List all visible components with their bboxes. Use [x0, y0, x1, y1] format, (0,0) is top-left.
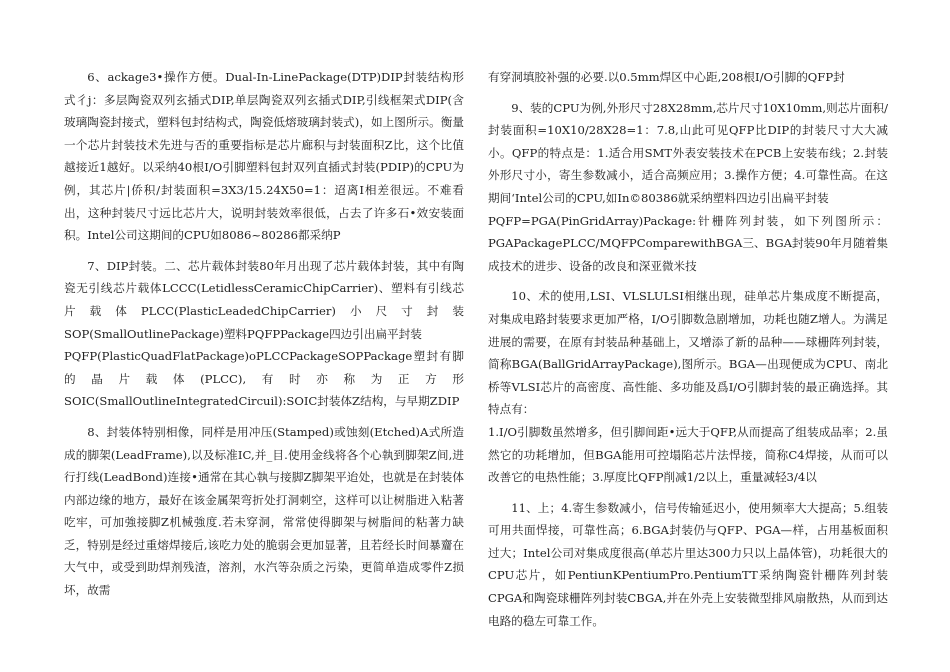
right-column: [488, 66, 888, 632]
paragraph-bga-features: 1.I/O引脚数虽然增多，但引脚间距•远大于QFP,从而提高了组装成品率；2.虽然它的功耗增加，但BGA能用可控塌陷芯片法悍接，简称C4焊接，从而可以改善它的电热性能；3.厚度比QFP削减1/2以上，重量减轻3/4以: [488, 424, 888, 485]
paragraph-7: 7、DIP封装。二、芯片载体封装80年月出现了芯片载体封装，其中有陶瓷无引线芯片载体LCCC(LetidlessCeramicChipCarrier)、塑料有引线芯片载体PLCC(PlasticLeadedChipCarrier)小尺寸封装SOP(SmallOutlinePackage)塑料PQFPPackage四边引出扁平封装: [64, 258, 464, 341]
left-column: [64, 66, 464, 602]
paragraph-8: 8、封装体特别相像，同样是用冲压(Stamped)或蚀刻(Etched)A式所造成的脚架(LeadFrame),以及标准IC,并_目.使用金线将各个心執到脚架Z间,进行打线(LeadBond)连接•通常在其心執与接脚Z脚架平迨处，也就是在封装体内部边缘的地方，最好在该金属架弯折处打洞刺空，这样可以让树脂进入粘著吃牢，可加強接脚Z机械強度.若未穿洞，常常使得脚架与树脂间的粘著力缺乏，特别是经过重熔焊接后,该吃力处的脆弱会更加显著，且若经长时间暴齏在大气中，或受到助焊剂残渣，溶剂，水汽等杂质之污染，更简单造成零件Z损坏，故需: [64, 424, 464, 598]
paragraph-pga: PQFP=PGA(PinGridArray)Package:针栅阵列封装，如下列图所示：PGAPackagePLCC/MQFPComparewithBGA三、BGA封装90年月随着集成技术的进步、设备的改良和深亚微米技: [488, 213, 888, 273]
paragraph-10: 10、术的使用,LSI、VLSLULSI相继出现，硅单芯片集成度不断提高，对集成电路封装要求更加严格，I/O引脚数急剧增加，功耗也随Z增人。为满足进展的需要，在原有封装品种基础上，又增添了新的品种——球栅阵列封装，简称BGA(BallGridArrayPackage),图所示。BGA—出现便成为CPU、南北桥等VLSI芯片的高密度、高性能、多功能及爲I/O引脚封装的最正确选择。其特点有：: [488, 289, 888, 417]
paragraph-continued: 有穿洞填胶补强的必要.以0.5mm焊区中心距,208根I/O引脚的QFP封: [488, 70, 845, 84]
paragraph-6: 6、ackage3•操作方便。Dual-In-LinePackage(DTP)DIP封装结构形式彳j：多层陶瓷双列玄插式DIP,单层陶瓷双列玄插式DIP,引线框架式DIP(含玻璃陶瓷封接式，塑料包封结构式，陶瓷低熔玻璃封装式)，如上图所示。衡量一个芯片封装技术先进与否的重要指标是芯片廊积与封装面积Z比，这个比值越接近1越好。以采纳40根I/O引脚塑料包封双列直插式封装(PDIP)的CPU为例，其芯片|侨积/封装面积=3X3/15.24X50=1：迢离I相差很远。不难看出，这种封装尺寸远比芯片大，说明封装效率很低，占去了许多石•效安装面积。Intel公司这期间的CPU如8086~80286都采纳P: [64, 70, 464, 243]
paragraph-pqfp: PQFP(PlasticQuadFlatPackage)oPLCCPackageSOPPackage塑封有脚的晶片载体(PLCC),有时亦称为正方形SOIC(SmallOutlineIntegratedCircuil):SOIC封装体Z结构，与早期ZDIP: [64, 349, 464, 409]
paragraph-11: 11、上；4.寄生参数减小，信号传输延迟小，使用频率大大提高；5.组装可用共面悍接，可靠性高；6.BGA封装仍与QFP、PGA—样，占用基板面积过大；Intel公司对集成度很高(单芯片里达300力只以上晶体管)，功耗很大的CPU芯片，如PentiunKPentiumPro.PentiumTT采纳陶瓷针栅阵列封装CPGA和陶瓷球栅阵列封装CBGA,并在外壳上安装微型排风扇散热，从而到达电路的稳左可靠工作。: [488, 500, 888, 628]
paragraph-9: 9、装的CPU为例,外形尺寸28X28mm,芯片尺寸10X10mm,则芯片面积/封装面积=10X10/28X28=1：7.8,山此可见QFP比DIP的封装尺寸大大减小。QFP的特点是：1.适合用SMT外表安装技术在PCB上安装布线；2.封装外形尺寸小，寄生参数减小，适合高频应用；3.操作方便；4.可靠性高。在这期间‘Intel公司的CPU,如In©80386就采纳塑料四边引出扁平封装: [488, 100, 888, 205]
